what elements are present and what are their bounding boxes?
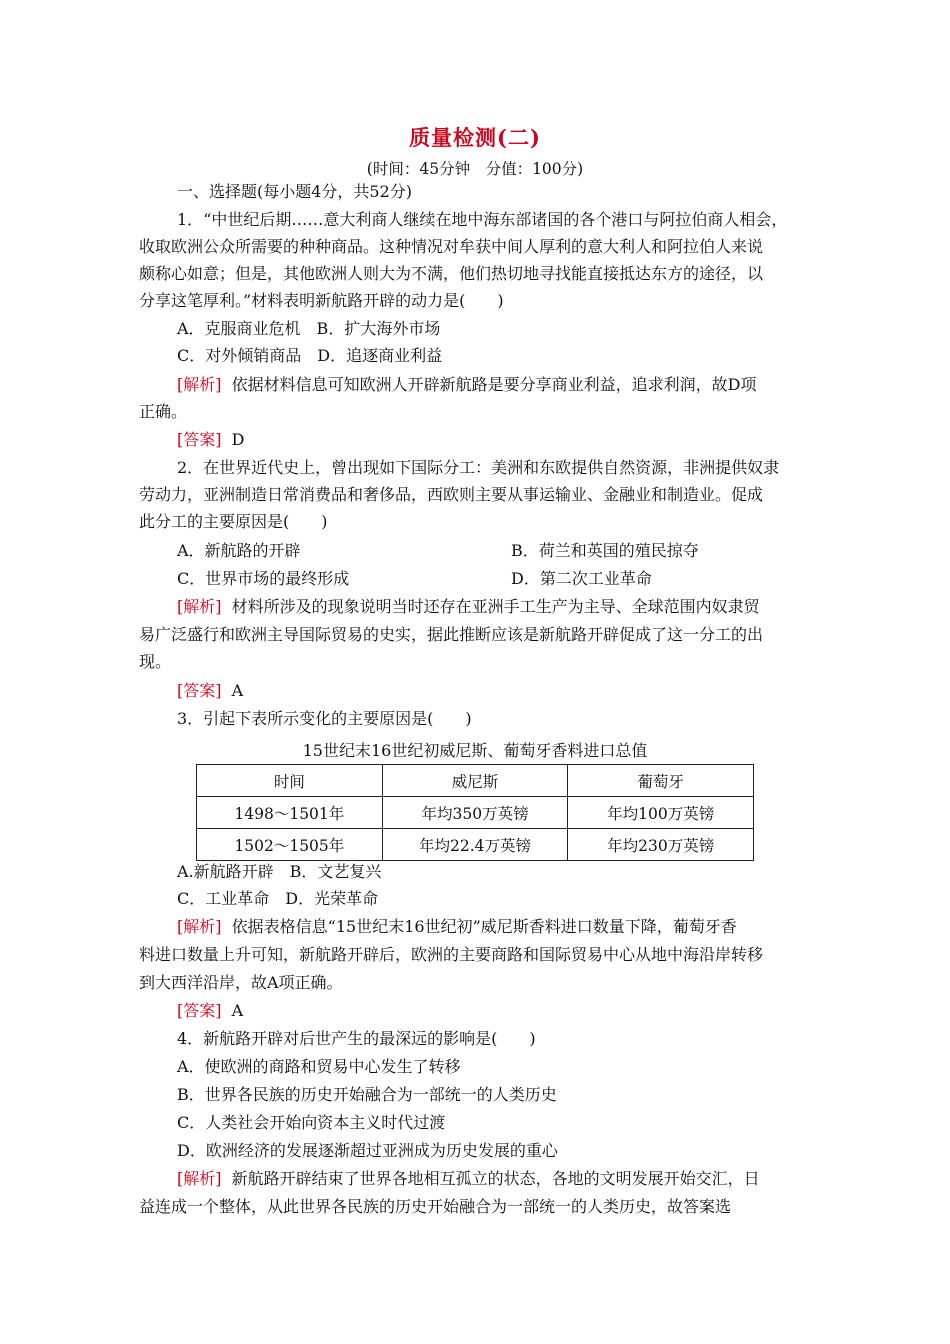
analysis-label: [解析]	[177, 917, 222, 936]
analysis-label: [解析]	[177, 375, 222, 394]
table-cell: 1502～1505年	[197, 829, 383, 861]
q3-analysis-cont: 料进口数量上升可知，新航路开辟后，欧洲的主要商路和国际贸易中心从地中海沿岸转移	[139, 945, 764, 964]
q1-line: 1．“中世纪后期……意大利商人继续在地中海东部诸国的各个港口与阿拉伯商人相会，	[177, 210, 788, 229]
q1-answer	[177, 430, 245, 450]
analysis-text: 依据材料信息可知欧洲人开辟新航路是要分享商业利益，追求利润，故D项	[231, 375, 757, 394]
q4-option: C．人类社会开始向资本主义时代过渡	[177, 1113, 446, 1132]
q2-option: C．世界市场的最终形成	[177, 569, 350, 588]
q2-option: A．新航路的开辟	[177, 541, 301, 560]
analysis-text: 新航路开辟结束了世界各地相互孤立的状态，各地的文明发展开始交汇，日	[231, 1169, 760, 1188]
q3-option: C．工业革命 D．光荣革命	[177, 889, 379, 908]
q1-analysis-cont: 正确。	[139, 402, 188, 421]
q1-analysis	[177, 375, 757, 395]
answer-label: [答案]	[177, 681, 222, 700]
q4-option: A．使欧洲的商路和贸易中心发生了转移	[177, 1057, 461, 1076]
table-title: 15世纪末16世纪初威尼斯、葡萄牙香料进口总值	[302, 741, 648, 760]
q4-analysis	[177, 1169, 760, 1189]
table-header-row	[197, 765, 754, 797]
q1-line: 颇称心如意；但是，其他欧洲人则大为不满，他们热切地寻找能直接抵达东方的途径，以	[139, 264, 764, 283]
q2-answer	[177, 681, 243, 701]
q4-option: D．欧洲经济的发展逐渐超过亚洲成为历史发展的重心	[177, 1141, 558, 1160]
table-row	[197, 829, 754, 861]
q2-analysis	[177, 597, 760, 617]
q4-analysis-cont: 益连成一个整体，从此世界各民族的历史开始融合为一部统一的人类历史，故答案选	[139, 1197, 732, 1216]
table-header-cell: 威尼斯	[382, 765, 568, 797]
q2-line: 此分工的主要原因是( )	[139, 512, 328, 531]
q2-option: B．荷兰和英国的殖民掠夺	[511, 541, 699, 560]
q2-analysis-cont: 易广泛盛行和欧洲主导国际贸易的史实，据此推断应该是新航路开辟促成了这一分工的出	[139, 625, 764, 644]
q1-line: 分享这笔厚利。”材料表明新航路开辟的动力是( )	[139, 291, 504, 310]
answer-label: [答案]	[177, 430, 222, 449]
table-cell: 年均230万英镑	[568, 829, 754, 861]
q1-option: C．对外倾销商品 D．追逐商业利益	[177, 346, 443, 365]
table-header-cell: 时间	[197, 765, 383, 797]
analysis-label: [解析]	[177, 1169, 222, 1188]
table-cell: 年均350万英镑	[382, 797, 568, 829]
analysis-label: [解析]	[177, 597, 222, 616]
table-row	[197, 797, 754, 829]
table-header-cell: 葡萄牙	[568, 765, 754, 797]
q2-line: 劳动力，亚洲制造日常消费品和奢侈品，西欧则主要从事运输业、金融业和制造业。促成	[139, 485, 764, 504]
q3-answer	[177, 1001, 243, 1021]
import-table	[196, 764, 754, 861]
answer-text: D	[231, 430, 245, 449]
analysis-text: 材料所涉及的现象说明当时还存在亚洲手工生产为主导、全球范围内奴隶贸	[231, 597, 760, 616]
q4-option: B．世界各民族的历史开始融合为一部统一的人类历史	[177, 1085, 557, 1104]
q3-analysis	[177, 917, 737, 937]
q3-stem: 3．引起下表所示变化的主要原因是( )	[177, 709, 472, 728]
page-subtitle: (时间：45分钟 分值：100分)	[366, 160, 584, 178]
answer-text: A	[231, 1001, 244, 1020]
q2-option: D．第二次工业革命	[511, 569, 652, 588]
q2-line: 2．在世界近代史上，曾出现如下国际分工：美洲和东欧提供自然资源，非洲提供奴隶	[177, 458, 780, 477]
answer-label: [答案]	[177, 1001, 222, 1020]
answer-text: A	[231, 681, 244, 700]
analysis-text: 依据表格信息“15世纪末16世纪初”威尼斯香料进口数量下降，葡萄牙香	[231, 917, 737, 936]
q3-option: A.新航路开辟 B．文艺复兴	[177, 862, 382, 881]
q4-stem: 4．新航路开辟对后世产生的最深远的影响是( )	[177, 1029, 536, 1048]
table-cell: 年均22.4万英镑	[382, 829, 568, 861]
section-heading: 一、选择题(每小题4分，共52分)	[177, 182, 413, 201]
table-cell: 年均100万英镑	[568, 797, 754, 829]
table-cell: 1498～1501年	[197, 797, 383, 829]
q2-analysis-cont: 现。	[139, 652, 172, 671]
q1-option: A．克服商业危机 B．扩大海外市场	[177, 319, 441, 338]
q1-line: 收取欧洲公众所需要的种种商品。这种情况对牟获中间人厚利的意大利人和阿拉伯人来说	[139, 237, 764, 256]
page-title: 质量检测(二)	[409, 125, 541, 150]
q3-analysis-cont: 到大西洋沿岸，故A项正确。	[139, 973, 343, 992]
